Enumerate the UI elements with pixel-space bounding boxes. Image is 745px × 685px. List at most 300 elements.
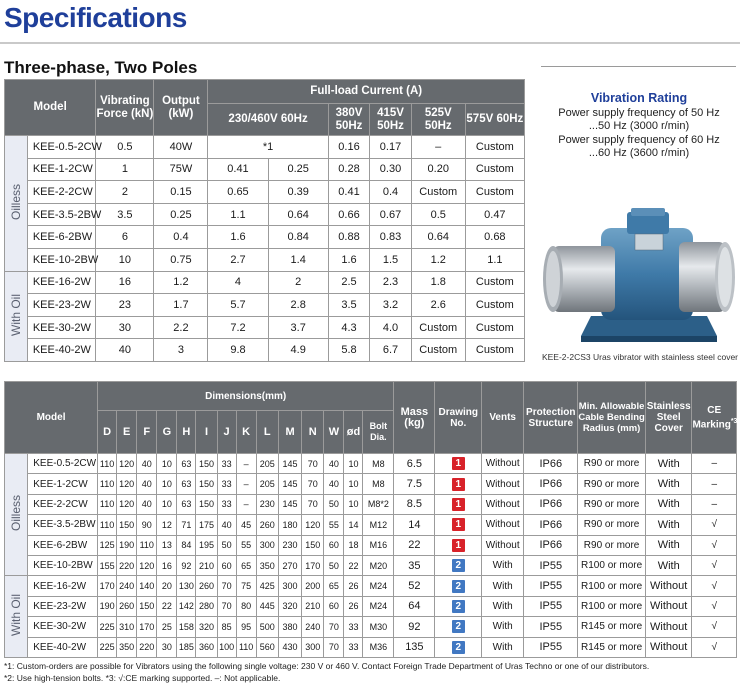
current-460-cell: 3.7 (268, 316, 328, 339)
dimension-cell: – (236, 454, 256, 474)
ce-marking-cell: – (692, 454, 737, 474)
header-stainless-steel-cover: Stainless Steel Cover (645, 382, 692, 454)
dimension-cell: 120 (117, 474, 137, 494)
dimension-cell: 190 (98, 596, 117, 616)
drawing-number-badge: 1 (452, 478, 465, 491)
dimension-cell: 71 (177, 515, 196, 535)
dimension-cell: 300 (256, 535, 278, 555)
dimension-cell: 150 (196, 474, 217, 494)
header-protection-structure: Protection Structure (524, 382, 578, 454)
table-row (5, 226, 525, 249)
dimension-cell: 445 (256, 596, 278, 616)
group-label: Oilless (9, 495, 24, 532)
dimensions-spec-table (4, 381, 737, 658)
protection-cell: IP55 (524, 555, 578, 575)
dimension-cell: 220 (137, 637, 157, 657)
dimension-cell: 195 (196, 535, 217, 555)
cable-radius-cell: R90 or more (578, 474, 646, 494)
table-row (5, 494, 737, 514)
header-230-460v: 230/460V 60Hz (208, 104, 328, 136)
table-row (5, 535, 737, 555)
header-525v: 525V 50Hz (411, 104, 465, 136)
table-row (5, 474, 737, 494)
current-380-cell: 5.8 (328, 339, 370, 362)
model-cell: KEE-0.5-2CW (28, 454, 98, 474)
current-380-cell: 0.16 (328, 136, 370, 159)
drawing-number-badge: 1 (452, 518, 465, 531)
dimension-cell: 230 (278, 535, 301, 555)
model-cell: KEE-6-2BW (28, 535, 98, 555)
image-caption: KEE-2-2CS3 Uras vibrator with stainless steel cover (541, 352, 739, 362)
cable-radius-cell: R100 or more (578, 596, 646, 616)
dimension-cell: 55 (236, 535, 256, 555)
current-460-cell: 2 (268, 271, 328, 294)
dimension-cell: 63 (177, 494, 196, 514)
current-525-cell: 0.64 (411, 226, 465, 249)
protection-cell: IP55 (524, 637, 578, 657)
header-dimension-col: M (278, 411, 301, 454)
page-title: Specifications (4, 2, 187, 33)
group-label: Oilless (8, 183, 23, 220)
ce-marking-label: CE Marking (692, 404, 731, 431)
current-575-cell: Custom (465, 294, 524, 317)
drawing-cell (435, 576, 482, 596)
dimension-cell: 190 (117, 535, 137, 555)
dimension-cell: 158 (177, 617, 196, 637)
table-row (5, 339, 525, 362)
model-cell: KEE-1-2CW (28, 474, 98, 494)
mass-cell: 14 (394, 515, 435, 535)
current-spec-body (5, 136, 525, 362)
dimension-cell: 65 (236, 555, 256, 575)
output-cell: 0.75 (154, 248, 208, 271)
output-cell: 1.7 (154, 294, 208, 317)
table-row (5, 617, 737, 637)
footnote: *2: Use high-tension bolts. *3: √:CE marking supported. –: Not applicable. (4, 673, 281, 683)
header-dimension-col: J (217, 411, 236, 454)
dimension-cell: 25 (157, 617, 177, 637)
vibration-rating-line: Power supply frequency of 60 Hz (558, 133, 720, 146)
current-230-cell: 2.7 (208, 248, 268, 271)
dimension-cell: M12 (363, 515, 394, 535)
header-model: Model (5, 382, 98, 454)
ce-marking-cell: – (692, 494, 737, 514)
dimension-cell: 40 (324, 474, 344, 494)
header-dimension-col: E (117, 411, 137, 454)
dimension-cell: 92 (177, 555, 196, 575)
dimension-cell: 10 (344, 474, 363, 494)
dimension-cell: 85 (217, 617, 236, 637)
drawing-number-badge: 2 (452, 600, 465, 613)
stainless-cover-cell: With (645, 494, 692, 514)
dimension-cell: 110 (98, 515, 117, 535)
dimension-cell: M20 (363, 555, 394, 575)
header-dimension-col: G (157, 411, 177, 454)
table-row (5, 576, 737, 596)
dimension-cell: 110 (98, 494, 117, 514)
output-cell: 40W (154, 136, 208, 159)
current-230-460-cell: *1 (208, 136, 328, 159)
current-380-cell: 1.6 (328, 248, 370, 271)
current-525-cell: 2.6 (411, 294, 465, 317)
dimension-cell: – (236, 474, 256, 494)
current-460-cell: 1.4 (268, 248, 328, 271)
dimension-cell: 230 (256, 494, 278, 514)
dimension-cell: 350 (256, 555, 278, 575)
dimension-cell: 180 (278, 515, 301, 535)
dimension-cell: 150 (117, 515, 137, 535)
protection-cell: IP66 (524, 474, 578, 494)
header-full-load-current: Full-load Current (A) (208, 80, 525, 104)
drawing-number-badge: 1 (452, 457, 465, 470)
cable-radius-cell: R90 or more (578, 494, 646, 514)
force-cell: 10 (96, 248, 154, 271)
dimension-cell: 22 (157, 596, 177, 616)
dimension-cell: M24 (363, 596, 394, 616)
current-525-cell: 1.8 (411, 271, 465, 294)
current-460-cell: 0.25 (268, 158, 328, 181)
dimension-cell: 40 (137, 474, 157, 494)
dimension-cell: 170 (302, 555, 324, 575)
dimension-cell: 145 (278, 494, 301, 514)
protection-cell: IP55 (524, 576, 578, 596)
dimension-cell: 500 (256, 617, 278, 637)
header-dimension-col: ød (344, 411, 363, 454)
output-cell: 75W (154, 158, 208, 181)
dimension-cell: 150 (302, 535, 324, 555)
current-460-cell: 2.8 (268, 294, 328, 317)
protection-cell: IP55 (524, 617, 578, 637)
ce-marking-cell: √ (692, 617, 737, 637)
group-label: With Oil (8, 293, 23, 336)
drawing-cell (435, 637, 482, 657)
dimension-cell: 60 (324, 535, 344, 555)
current-575-cell: Custom (465, 181, 524, 204)
drawing-cell (435, 535, 482, 555)
ce-marking-cell: √ (692, 515, 737, 535)
dimension-cell: 63 (177, 454, 196, 474)
header-dimension-col: H (177, 411, 196, 454)
footnotes (4, 660, 738, 684)
current-415-cell: 0.17 (370, 136, 412, 159)
protection-cell: IP55 (524, 596, 578, 616)
vibration-rating-line: ...60 Hz (3600 r/min) (588, 147, 690, 159)
table-row (5, 248, 525, 271)
stainless-cover-cell: With (645, 454, 692, 474)
vibration-rating (535, 92, 743, 161)
current-415-cell: 1.5 (370, 248, 412, 271)
table-row (5, 294, 525, 317)
model-cell: KEE-2-2CW (27, 181, 96, 204)
vents-cell: Without (482, 494, 524, 514)
stainless-cover-cell: Without (645, 576, 692, 596)
model-cell: KEE-3.5-2BW (27, 203, 96, 226)
model-cell: KEE-23-2W (28, 596, 98, 616)
vents-cell: With (482, 576, 524, 596)
dimension-cell: 40 (137, 494, 157, 514)
cable-radius-cell: R90 or more (578, 535, 646, 555)
dimension-cell: 145 (278, 474, 301, 494)
header-dimension-col: Bolt Dia. (363, 411, 394, 454)
ce-marking-cell: – (692, 474, 737, 494)
force-cell: 2 (96, 181, 154, 204)
dimension-cell: M24 (363, 576, 394, 596)
dimension-cell: 205 (256, 454, 278, 474)
vents-cell: With (482, 555, 524, 575)
header-ce-marking (692, 382, 737, 454)
dimension-cell: 84 (177, 535, 196, 555)
group-label-cell (5, 136, 28, 272)
table-row (5, 136, 525, 159)
current-575-cell: Custom (465, 339, 524, 362)
dimension-cell: 13 (157, 535, 177, 555)
dimension-cell: 142 (177, 596, 196, 616)
header-output: Output (kW) (154, 80, 208, 136)
header-vents: Vents (482, 382, 524, 454)
dimensions-spec-body (5, 454, 737, 658)
mass-cell: 6.5 (394, 454, 435, 474)
header-model: Model (5, 80, 96, 136)
current-575-cell: Custom (465, 316, 524, 339)
model-cell: KEE-40-2W (27, 339, 96, 362)
dimension-cell: 320 (278, 596, 301, 616)
vibration-rating-line: Power supply frequency of 50 Hz (558, 106, 720, 119)
stainless-cover-cell: With (645, 535, 692, 555)
dimension-cell: 310 (117, 617, 137, 637)
table-row (5, 271, 525, 294)
output-cell: 1.2 (154, 271, 208, 294)
table-row (5, 316, 525, 339)
dimension-cell: 33 (344, 617, 363, 637)
dimension-cell: 430 (278, 637, 301, 657)
header-dimension-col: L (256, 411, 278, 454)
current-230-cell: 1.6 (208, 226, 268, 249)
dimension-cell: 150 (196, 454, 217, 474)
dimension-cell: 155 (98, 555, 117, 575)
ce-marking-cell: √ (692, 535, 737, 555)
dimension-cell: 70 (302, 494, 324, 514)
dimension-cell: 50 (217, 535, 236, 555)
current-230-cell: 4 (208, 271, 268, 294)
vents-cell: With (482, 637, 524, 657)
dimension-cell: 65 (324, 576, 344, 596)
header-575v: 575V 60Hz (465, 104, 524, 136)
current-460-cell: 0.39 (268, 181, 328, 204)
model-cell: KEE-23-2W (27, 294, 96, 317)
ce-marking-cell: √ (692, 555, 737, 575)
model-cell: KEE-10-2BW (27, 248, 96, 271)
dimension-cell: 360 (196, 637, 217, 657)
dimension-cell: 240 (117, 576, 137, 596)
model-cell: KEE-16-2W (27, 271, 96, 294)
cable-radius-cell: R90 or more (578, 515, 646, 535)
mass-cell: 7.5 (394, 474, 435, 494)
dimension-cell: 130 (177, 576, 196, 596)
dimension-cell: 80 (236, 596, 256, 616)
model-cell: KEE-16-2W (28, 576, 98, 596)
mass-cell: 22 (394, 535, 435, 555)
current-575-cell: 0.47 (465, 203, 524, 226)
dimension-cell: 10 (157, 494, 177, 514)
dimension-cell: 50 (324, 494, 344, 514)
force-cell: 3.5 (96, 203, 154, 226)
dimension-cell: 145 (278, 454, 301, 474)
table-row (5, 454, 737, 474)
model-cell: KEE-1-2CW (27, 158, 96, 181)
dimension-cell: 150 (137, 596, 157, 616)
mass-cell: 35 (394, 555, 435, 575)
current-380-cell: 0.66 (328, 203, 370, 226)
dimension-cell: 300 (302, 637, 324, 657)
table-row (5, 515, 737, 535)
dimension-cell: 18 (344, 535, 363, 555)
output-cell: 0.25 (154, 203, 208, 226)
dimension-cell: M8*2 (363, 494, 394, 514)
dimension-cell: 70 (302, 474, 324, 494)
dimension-cell: – (236, 494, 256, 514)
current-415-cell: 6.7 (370, 339, 412, 362)
drawing-cell (435, 555, 482, 575)
dimension-cell: 120 (117, 454, 137, 474)
dimension-cell: 100 (217, 637, 236, 657)
force-cell: 40 (96, 339, 154, 362)
dimension-cell: 240 (302, 617, 324, 637)
table-row (5, 637, 737, 657)
current-525-cell: 0.20 (411, 158, 465, 181)
group-label-cell (5, 576, 28, 658)
current-460-cell: 0.84 (268, 226, 328, 249)
current-415-cell: 0.67 (370, 203, 412, 226)
group-label-cell (5, 454, 28, 576)
header-vibrating-force: Vibrating Force (kN) (96, 80, 154, 136)
header-cable-bending-radius: Min. Allowable Cable Bending Radius (mm) (578, 382, 646, 454)
table-row (5, 158, 525, 181)
model-cell: KEE-2-2CW (28, 494, 98, 514)
vibrator-product-image (539, 198, 739, 348)
current-380-cell: 3.5 (328, 294, 370, 317)
header-dimension-col: F (137, 411, 157, 454)
dimension-cell: 70 (217, 596, 236, 616)
dimension-cell: 20 (157, 576, 177, 596)
cable-radius-cell: R90 or more (578, 454, 646, 474)
current-415-cell: 4.0 (370, 316, 412, 339)
current-525-cell: 0.5 (411, 203, 465, 226)
table-row (5, 203, 525, 226)
current-230-cell: 7.2 (208, 316, 268, 339)
vents-cell: Without (482, 454, 524, 474)
current-380-cell: 4.3 (328, 316, 370, 339)
current-525-cell: Custom (411, 181, 465, 204)
current-230-cell: 5.7 (208, 294, 268, 317)
header-dimension-col: I (196, 411, 217, 454)
dimension-cell: 16 (157, 555, 177, 575)
current-460-cell: 0.64 (268, 203, 328, 226)
dimension-cell: M8 (363, 454, 394, 474)
ce-marking-cell: √ (692, 576, 737, 596)
dimension-cell: 10 (344, 454, 363, 474)
current-525-cell: Custom (411, 316, 465, 339)
dimension-cell: 40 (324, 454, 344, 474)
current-230-cell: 1.1 (208, 203, 268, 226)
dimension-cell: 210 (196, 555, 217, 575)
ce-marking-cell: √ (692, 596, 737, 616)
dimension-cell: 225 (98, 617, 117, 637)
dimension-cell: 12 (157, 515, 177, 535)
dimension-cell: 95 (236, 617, 256, 637)
protection-cell: IP66 (524, 454, 578, 474)
dimension-cell: 260 (196, 576, 217, 596)
dimension-cell: 26 (344, 576, 363, 596)
dimension-cell: 175 (196, 515, 217, 535)
current-525-cell: Custom (411, 339, 465, 362)
dimension-cell: 70 (324, 617, 344, 637)
dimension-cell: 70 (217, 576, 236, 596)
current-380-cell: 0.88 (328, 226, 370, 249)
dimension-cell: 110 (236, 637, 256, 657)
current-380-cell: 0.28 (328, 158, 370, 181)
ce-marking-note: *3 (730, 417, 738, 425)
current-575-cell: Custom (465, 158, 524, 181)
drawing-cell (435, 515, 482, 535)
dimension-cell: 380 (278, 617, 301, 637)
current-525-cell: 1.2 (411, 248, 465, 271)
model-cell: KEE-40-2W (28, 637, 98, 657)
dimension-cell: 150 (196, 494, 217, 514)
current-460-cell: 4.9 (268, 339, 328, 362)
stainless-cover-cell: Without (645, 596, 692, 616)
dimension-cell: 260 (117, 596, 137, 616)
table-row (5, 555, 737, 575)
mass-cell: 135 (394, 637, 435, 657)
dimension-cell: 260 (256, 515, 278, 535)
current-380-cell: 0.41 (328, 181, 370, 204)
dimension-cell: 50 (324, 555, 344, 575)
header-drawing-no: Drawing No. (435, 382, 482, 454)
vibration-rating-line: ...50 Hz (3000 r/min) (588, 120, 690, 132)
force-cell: 16 (96, 271, 154, 294)
dimension-cell: 26 (344, 596, 363, 616)
force-cell: 23 (96, 294, 154, 317)
current-415-cell: 0.4 (370, 181, 412, 204)
dimension-cell: 120 (117, 494, 137, 514)
dimension-cell: 210 (302, 596, 324, 616)
stainless-cover-cell: Without (645, 617, 692, 637)
cable-radius-cell: R145 or more (578, 617, 646, 637)
dimension-cell: M30 (363, 617, 394, 637)
dimension-cell: 110 (137, 535, 157, 555)
stainless-cover-cell: With (645, 474, 692, 494)
protection-cell: IP66 (524, 515, 578, 535)
dimension-cell: 270 (278, 555, 301, 575)
dimension-cell: 125 (98, 535, 117, 555)
table-row (5, 181, 525, 204)
dimension-cell: 560 (256, 637, 278, 657)
current-575-cell: Custom (465, 136, 524, 159)
dimension-cell: 10 (157, 454, 177, 474)
section-title: Three-phase, Two Poles (4, 58, 198, 77)
current-spec-table (4, 79, 525, 362)
header-dimension-col: K (236, 411, 256, 454)
header-dimension-col: W (324, 411, 344, 454)
dimension-cell: 140 (137, 576, 157, 596)
output-cell: 2.2 (154, 316, 208, 339)
header-415v: 415V 50Hz (370, 104, 412, 136)
output-cell: 0.4 (154, 226, 208, 249)
dimension-cell: 170 (98, 576, 117, 596)
ce-marking-cell: √ (692, 637, 737, 657)
drawing-cell (435, 454, 482, 474)
mass-cell: 52 (394, 576, 435, 596)
